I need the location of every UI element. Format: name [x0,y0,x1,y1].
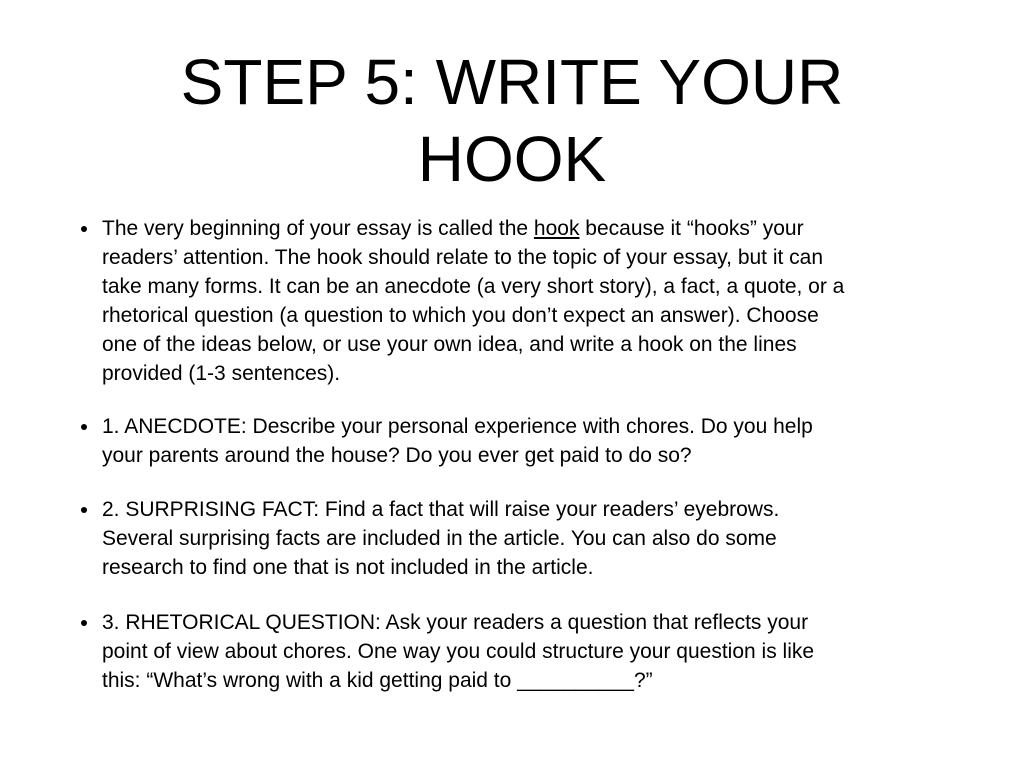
bullet-line: this: “What’s wrong with a kid getting paid to __________?” [102,669,653,692]
bullet-line: rhetorical question (a question to which you don’t expect an answer). Choose [102,304,819,327]
bullet-dot-icon [81,424,87,430]
bullet-line: 1. ANECDOTE: Describe your personal experience with chores. Do you help [102,415,813,438]
bullet-line: provided (1-3 sentences). [102,362,341,385]
bullet-line: research to find one that is not included in the article. [102,556,594,579]
title-line: HOOK [417,123,607,195]
bullet-line [102,214,952,243]
bullet-text [102,214,952,388]
bullet-line: 3. RHETORICAL QUESTION: Ask your readers a question that reflects your [102,611,809,634]
bullet-dot-icon [81,507,87,513]
bullet-text [102,495,952,582]
bullet-line: point of view about chores. One way you could structure your question is like [102,640,815,663]
bullet-dot-icon [81,620,87,626]
bullet-dot-icon [81,226,87,232]
hook-emphasis-word: hook [533,217,580,240]
bullet-line: your parents around the house? Do you ever get paid to do so? [102,444,692,467]
bullet-line-start: The very beginning of your essay is called the [102,217,534,240]
bullet-line-end: because it “hooks” your [579,217,804,240]
bullet-text [102,608,952,695]
bullet-text [102,412,952,470]
bullet-line: readers’ attention. The hook should relate to the topic of your essay, but it can [102,246,824,269]
bullet-line: Several surprising facts are included in the article. You can also do some [102,527,777,550]
bullet-line: 2. SURPRISING FACT: Find a fact that will raise your readers’ eyebrows. [102,498,780,521]
bullet-line: take many forms. It can be an anecdote (a very short story), a fact, a quote, or a [102,275,845,298]
bullet-line: one of the ideas below, or use your own idea, and write a hook on the lines [102,333,797,356]
title-line: STEP 5: WRITE YOUR [180,46,844,118]
